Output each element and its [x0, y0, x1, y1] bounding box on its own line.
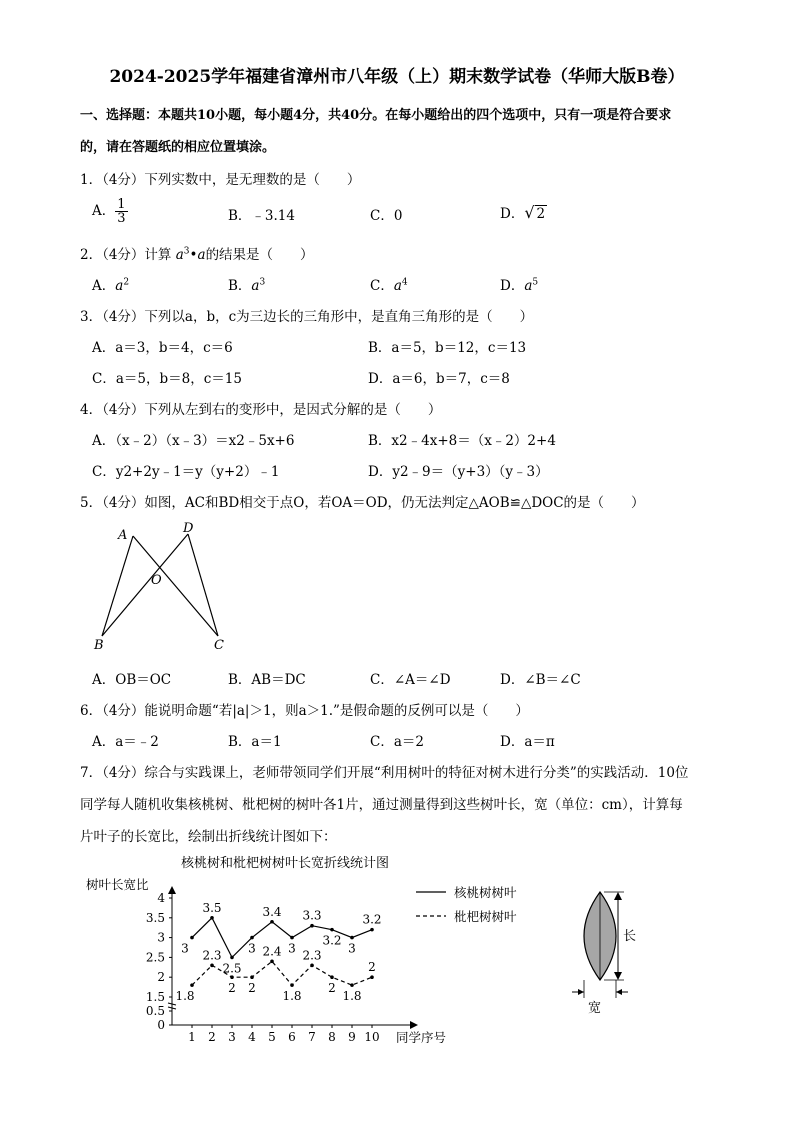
- x-tick-label: 3: [228, 1030, 236, 1044]
- data-point: [370, 928, 374, 932]
- y-tick-label: 3: [157, 930, 165, 945]
- q3-option-a: A．a＝3，b＝4，c＝6: [92, 340, 233, 356]
- q5-figure: [88, 518, 238, 656]
- q6-option-a: A．a＝﹣2: [92, 734, 159, 750]
- x-tick-label: 2: [208, 1030, 216, 1044]
- x-tick-label: 8: [328, 1030, 336, 1044]
- q4-option-d: D．y2﹣9＝（y+3）（y﹣3）: [368, 464, 549, 480]
- q3-option-d: D．a＝6，b＝7，c＝8: [368, 371, 510, 387]
- q5-option-d: D．∠B＝∠C: [500, 672, 581, 688]
- q6-option-b: B．a＝1: [228, 734, 282, 750]
- data-point: [210, 964, 214, 968]
- q1-option-c: C．0: [370, 208, 403, 224]
- data-point: [270, 920, 274, 924]
- q6-option-c: C．a＝2: [370, 734, 424, 750]
- q7-stem-line1: 7．（4分）综合与实践课上，老师带领同学们开展“利用树叶的特征对树木进行分类”的实践活动．10位: [80, 765, 689, 781]
- data-label: 3: [348, 941, 356, 956]
- data-point: [230, 975, 234, 979]
- y-axis-label: 树叶长宽比: [86, 877, 149, 892]
- data-label: 2.5: [222, 961, 242, 976]
- line-chart: [80, 850, 550, 1050]
- x-axis-arrow-icon: [410, 1021, 418, 1029]
- data-point: [330, 975, 334, 979]
- x-tick-label: 10: [364, 1030, 380, 1044]
- data-label: 3.2: [362, 912, 382, 927]
- y-tick-label: 2.5: [145, 950, 165, 965]
- data-label: 2.4: [262, 944, 282, 959]
- data-point: [290, 936, 294, 940]
- data-point: [250, 975, 254, 979]
- q7-stem-line3: 片叶子的长宽比，绘制出折线统计图如下：: [80, 829, 337, 845]
- data-point: [310, 924, 314, 928]
- data-point: [290, 983, 294, 987]
- leaf-length-label: 长: [623, 929, 637, 944]
- chart-title: 核桃树和枇杷树树叶长宽折线统计图: [180, 856, 390, 871]
- data-point: [250, 936, 254, 940]
- q3-stem: 3．（4分）下列以a，b，c为三边长的三角形中，是直角三角形的是（ ）: [80, 309, 534, 325]
- data-label: 3.4: [262, 904, 282, 919]
- legend-label-walnut: 核桃树树叶: [454, 885, 517, 900]
- q5-option-a: A．OB＝OC: [92, 672, 172, 688]
- q1-option-a: A． $\frac{1}{3}$: [92, 197, 126, 226]
- y-axis-arrow-icon: [168, 886, 176, 894]
- x-tick-label: 6: [288, 1030, 296, 1044]
- leaf-figure: [570, 880, 650, 1020]
- data-point: [270, 960, 274, 964]
- data-point: [310, 964, 314, 968]
- data-point: [330, 928, 334, 932]
- data-label: 2: [248, 981, 256, 996]
- q4-option-c: C．y2+2y﹣1＝y（y+2）﹣1: [92, 464, 280, 480]
- data-point: [370, 975, 374, 979]
- data-point: [230, 956, 234, 960]
- figure-label-d: D: [183, 521, 194, 536]
- q2-option-b: B．$a^3$: [228, 277, 266, 294]
- y-tick-label: 2: [157, 970, 165, 985]
- data-label: 3.5: [202, 900, 222, 915]
- q1-stem: 1．（4分）下列实数中，是无理数的是（ ）: [80, 172, 361, 188]
- section-header-line1: 一、选择题：本题共10小题，每小题4分，共40分。在每小题给出的四个选项中，只有一项是符合要求: [80, 108, 672, 123]
- q5-option-b: B．AB＝DC: [228, 672, 306, 688]
- q3-option-b: B．a＝5，b＝12，c＝13: [368, 340, 527, 356]
- data-label: 2: [328, 981, 336, 996]
- data-label: 3: [288, 941, 296, 956]
- q6-stem: 6．（4分）能说明命题“若|a|＞1，则a＞1.”是假命题的反例可以是（ ）: [80, 703, 529, 719]
- x-tick-label: 7: [308, 1030, 316, 1044]
- q2-option-a: A．$a^2$: [92, 277, 130, 294]
- y-tick-label: 1.5: [145, 990, 165, 1004]
- q1-option-d: D．√ 2: [500, 203, 546, 222]
- q4-stem: 4．（4分）下列从左到右的变形中，是因式分解的是（ ）: [80, 402, 442, 418]
- q3-option-c: C．a＝5，b＝8，c＝15: [92, 371, 242, 387]
- q5-option-c: C．∠A＝∠D: [370, 672, 451, 688]
- paper-title: 2024-2025学年福建省漳州市八年级（上）期末数学试卷（华师大版B卷）: [109, 67, 685, 87]
- data-label: 3.3: [302, 908, 322, 923]
- q7-stem-line2: 同学每人随机收集核桃树、枇杷树的树叶各1片，通过测量得到这些树叶长，宽（单位：cm），计算每: [80, 797, 683, 813]
- y-tick-label: 0: [157, 1018, 165, 1032]
- leaf-width-label: 宽: [588, 1001, 602, 1016]
- data-label: 3: [181, 941, 189, 956]
- q5-stem: 5．（4分）如图，AC和BD相交于点O，若OA＝OD，仍无法判定△AOB≌△DOC的是（ ）: [80, 495, 645, 511]
- data-point: [350, 936, 354, 940]
- data-label: 1.8: [175, 989, 195, 1004]
- sqrt-icon: √: [524, 203, 535, 222]
- q4-option-a: A．（x﹣2）（x﹣3）＝x2﹣5x+6: [92, 433, 295, 449]
- data-label: 3.2: [322, 933, 342, 948]
- y-tick-label: 3.5: [145, 910, 165, 925]
- data-label: 2: [368, 960, 376, 975]
- figure-label-c: C: [214, 638, 224, 653]
- figure-label-o: O: [151, 573, 162, 588]
- data-label: 2: [228, 981, 236, 996]
- q6-option-d: D．a＝π: [500, 734, 555, 750]
- q2-option-d: D．$a^5$: [500, 277, 539, 294]
- data-label: 3: [248, 941, 256, 956]
- data-label: 2.3: [202, 948, 222, 963]
- fraction: $\frac{1}{3}$: [117, 197, 126, 226]
- q1-option-b: B．﹣3.14: [228, 208, 295, 224]
- y-tick-label: 0.5: [145, 1004, 165, 1018]
- q2-stem: 2．（4分）计算 $a^3•a$的结果是（ ）: [80, 246, 314, 263]
- figure-label-b: B: [94, 638, 104, 653]
- section-header-line2: 的，请在答题纸的相应位置填涂。: [80, 140, 276, 155]
- y-tick-label: 4: [157, 891, 165, 905]
- data-label: 2.3: [302, 948, 322, 963]
- data-label: 1.8: [342, 989, 362, 1004]
- x-tick-label: 9: [348, 1030, 356, 1044]
- series-line-loquat: [192, 961, 372, 985]
- data-point: [210, 916, 214, 920]
- data-point: [350, 983, 354, 987]
- q4-option-b: B．x2﹣4x+8＝（x﹣2）2+4: [368, 433, 556, 449]
- figure-label-a: A: [118, 528, 128, 543]
- data-label: 1.8: [282, 989, 302, 1004]
- data-point: [190, 936, 194, 940]
- x-tick-label: 4: [248, 1030, 256, 1044]
- data-point: [190, 983, 194, 987]
- legend-label-loquat: 枇杷树树叶: [454, 909, 517, 924]
- q2-option-c: C．$a^4$: [370, 277, 408, 294]
- x-tick-label: 5: [268, 1030, 276, 1044]
- x-axis-label: 同学序号: [396, 1030, 447, 1045]
- x-tick-label: 1: [188, 1030, 196, 1044]
